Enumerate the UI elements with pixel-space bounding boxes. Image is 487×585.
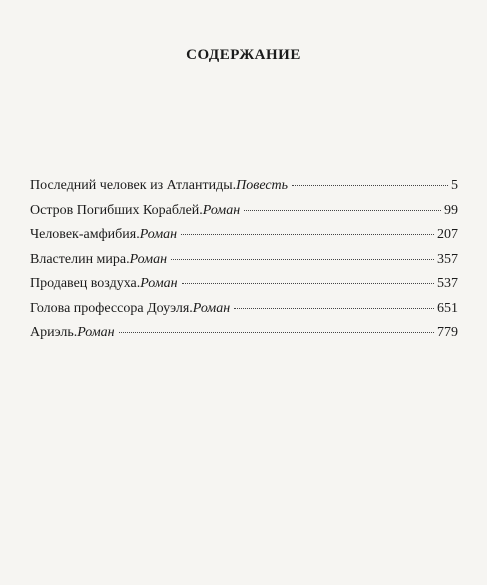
dot-leader: [182, 283, 434, 284]
dot-leader: [292, 185, 448, 186]
toc-entry: [30, 203, 458, 228]
toc-entry: [30, 178, 458, 203]
entry-title: Продавец воздуха.: [30, 276, 141, 291]
entry-genre: Роман: [139, 227, 178, 242]
entry-genre: Роман: [77, 325, 115, 340]
dot-leader: [171, 259, 434, 260]
page-heading: СОДЕРЖАНИЕ: [186, 47, 301, 63]
toc-entry: [30, 276, 458, 301]
toc-entry: [30, 252, 458, 277]
entry-page-number: 357: [437, 251, 458, 267]
entry-title: Остров Погибших Кораблей.: [30, 202, 203, 218]
entry-title: Человек-амфибия.: [30, 227, 140, 242]
dot-leader: [234, 308, 434, 309]
entry-page-number: 651: [437, 300, 458, 316]
dot-leader: [244, 210, 441, 211]
dot-leader: [181, 234, 434, 235]
entry-page-number: 779: [437, 325, 458, 340]
entry-genre: Роман: [129, 251, 168, 267]
entry-title: Властелин мира.: [30, 251, 130, 267]
entry-title: Последний человек из Атлантиды.: [30, 178, 237, 193]
entry-page-number: 537: [437, 276, 458, 291]
dot-leader: [119, 332, 434, 333]
entry-genre: Роман: [140, 276, 178, 291]
entry-genre: Роман: [192, 300, 231, 316]
entry-genre: Повесть: [236, 178, 289, 193]
entry-title: Ариэль.: [30, 325, 78, 340]
entry-title: Голова профессора Доуэля.: [30, 300, 193, 316]
entry-page-number: 5: [451, 178, 458, 193]
entry-page-number: 207: [437, 227, 458, 242]
toc-entry: [30, 325, 458, 350]
entry-genre: Роман: [202, 202, 241, 218]
table-of-contents: [30, 178, 458, 350]
toc-entry: [30, 301, 458, 326]
entry-page-number: 99: [444, 202, 458, 218]
toc-entry: [30, 227, 458, 252]
